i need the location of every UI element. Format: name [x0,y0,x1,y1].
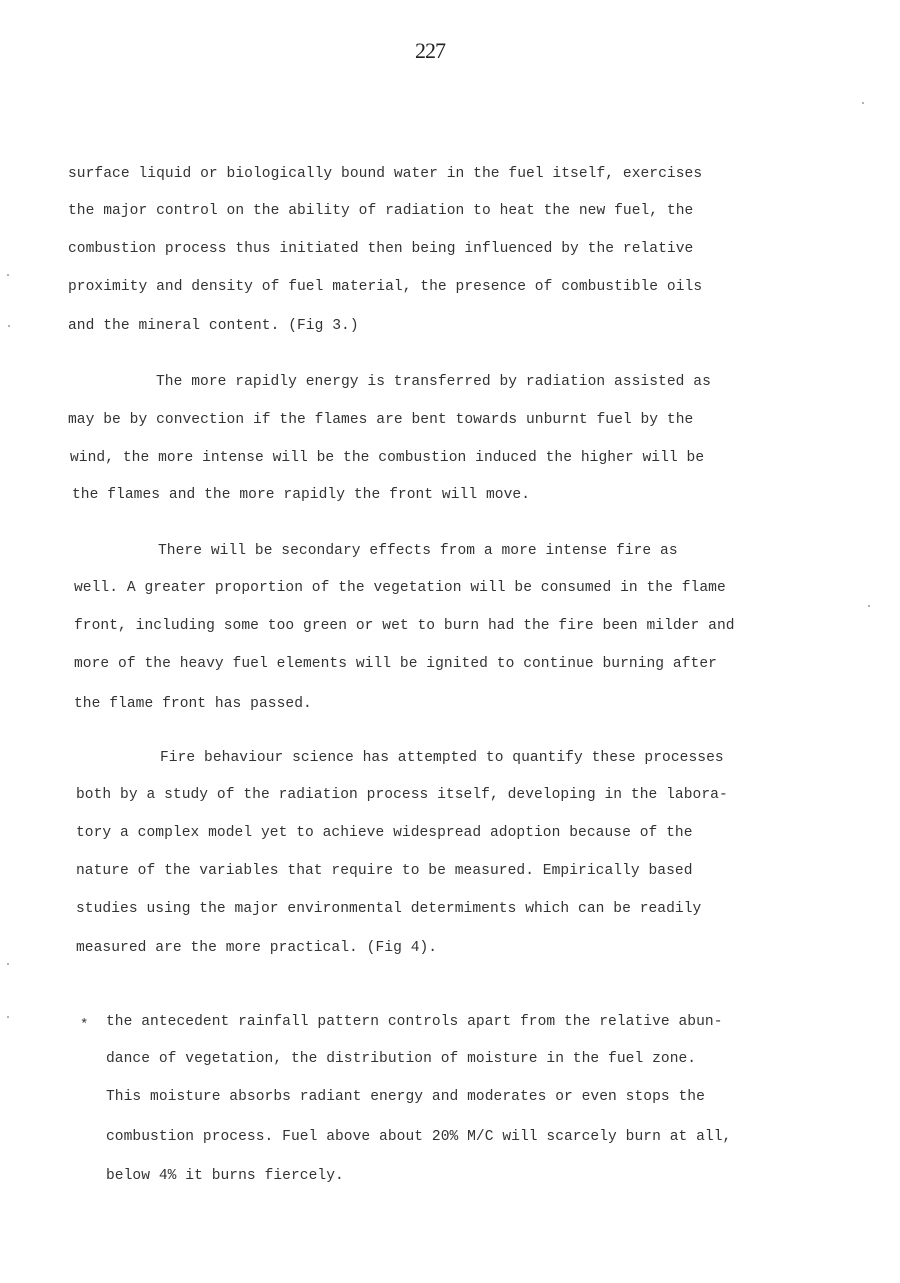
text-line: studies using the major environmental determiments which can be readily [76,901,702,917]
page-number: 227 [415,38,445,63]
scan-speck [868,605,870,607]
text-line: both by a study of the radiation process itself, developing in the labora- [76,787,728,803]
text-line: the antecedent rainfall pattern controls apart from the relative abun- [106,1014,723,1030]
text-line: combustion process. Fuel above about 20% M/C will scarcely burn at all, [106,1129,732,1145]
scan-speck [7,274,9,276]
scan-speck [7,1016,9,1018]
scan-speck [8,325,10,327]
text-line: and the mineral content. (Fig 3.) [68,318,359,334]
text-line: dance of vegetation, the distribution of moisture in the fuel zone. [106,1051,697,1067]
text-line: surface liquid or biologically bound water in the fuel itself, exercises [68,166,703,182]
bullet-asterisk: * [80,1017,89,1033]
scan-speck [7,963,9,965]
text-line: tory a complex model yet to achieve widespread adoption because of the [76,825,693,841]
text-line: proximity and density of fuel material, the presence of combustible oils [68,279,703,295]
text-line: may be by convection if the flames are bent towards unburnt fuel by the [68,412,694,428]
text-line: The more rapidly energy is transferred by radiation assisted as [156,374,711,390]
text-line: the flames and the more rapidly the front will move. [72,487,530,503]
scan-speck [862,102,864,104]
text-line: measured are the more practical. (Fig 4). [76,940,438,956]
text-line: nature of the variables that require to be measured. Empirically based [76,863,693,879]
text-line: combustion process thus initiated then being influenced by the relative [68,241,694,257]
text-line: well. A greater proportion of the vegetation will be consumed in the flame [74,580,726,596]
text-line: more of the heavy fuel elements will be ignited to continue burning after [74,656,717,672]
text-line: the major control on the ability of radiation to heat the new fuel, the [68,203,694,219]
text-line: There will be secondary effects from a more intense fire as [158,543,678,559]
text-line: below 4% it burns fiercely. [106,1168,344,1184]
text-line: Fire behaviour science has attempted to quantify these processes [160,750,724,766]
text-line: wind, the more intense will be the combustion induced the higher will be [70,450,705,466]
text-line: This moisture absorbs radiant energy and moderates or even stops the [106,1089,705,1105]
text-line: front, including some too green or wet to burn had the fire been milder and [74,618,735,634]
text-line: the flame front has passed. [74,696,312,712]
